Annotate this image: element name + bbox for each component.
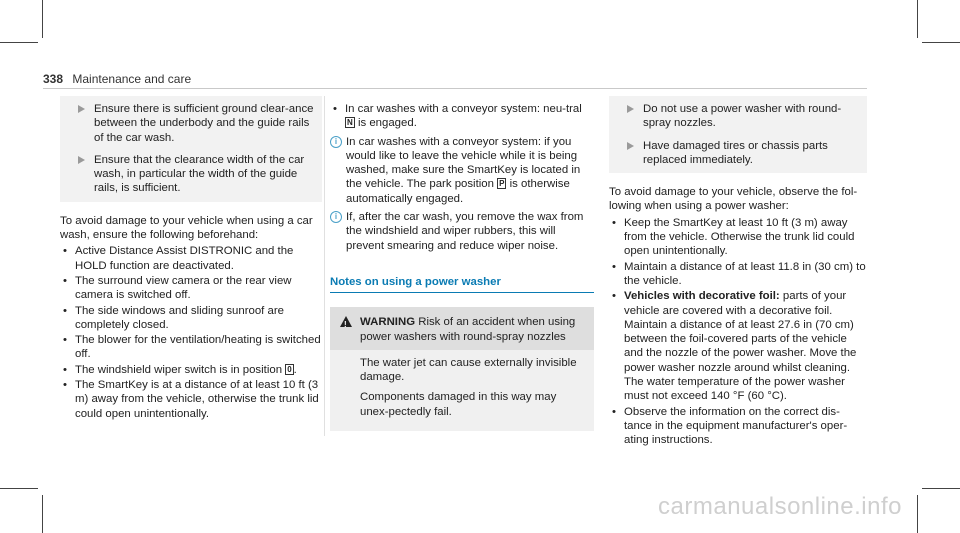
warning-triangle-icon: ! — [340, 316, 352, 327]
list-item-text: The side windows and sliding sunroof are completely closed. — [75, 304, 284, 331]
info-note — [330, 210, 594, 253]
bullet-icon: • — [63, 304, 67, 317]
bullet-icon: • — [63, 379, 67, 392]
park-position-symbol-icon: P — [499, 179, 505, 189]
list-item — [609, 405, 867, 448]
info-text-end: is otherwise automatically engaged. — [346, 178, 570, 205]
crop-mark — [917, 0, 918, 38]
list-item — [60, 274, 322, 303]
bullet-list — [330, 102, 594, 131]
list-item — [60, 304, 322, 333]
column-middle — [330, 96, 594, 431]
list-item-end: is engaged. — [357, 117, 417, 130]
step-text: Have damaged tires or chassis parts replaced immediately. — [643, 139, 828, 166]
info-note — [330, 135, 594, 206]
bullet-icon: • — [63, 274, 67, 287]
warning-header — [330, 307, 594, 350]
bullet-icon: • — [612, 216, 616, 229]
step-item — [615, 139, 861, 168]
bullet-icon: • — [612, 290, 616, 303]
list-item — [60, 333, 322, 362]
header-divider — [43, 88, 867, 89]
section-rule — [330, 292, 594, 293]
list-item-text: Maintain a distance of at least 11.8 in (30 cm) to the vehicle. — [624, 260, 866, 287]
list-item-text: Observe the information on the correct dis-tance in the equipment manufacturer's oper-ating instructions. — [624, 405, 848, 447]
info-text: If, after the car wash, you remove the wax from the windshield and wiper rubbers, this will prevent smearing and reduce wiper noise. — [346, 211, 584, 252]
crop-mark — [0, 42, 38, 43]
step-text: Ensure that the clearance width of the car wash, in particular the width of the guide rails, is sufficient. — [94, 153, 305, 195]
steps-box — [609, 96, 867, 173]
list-item-text: The SmartKey is at a distance of at least 10 ft (3 m) away from the vehicle, otherwise the trunk lid could open unintentionally. — [75, 379, 319, 420]
warning-paragraph: Components damaged in this way may unex-pectedly fail. — [360, 391, 557, 418]
warning-title: Risk of an accident when using power washers with round-spray nozzles — [360, 316, 576, 343]
warning-box — [330, 307, 594, 431]
list-item-text: The blower for the ventilation/heating is switched off. — [75, 334, 321, 361]
step-item — [66, 153, 316, 196]
steps-box — [60, 96, 322, 202]
list-item-text: In car washes with a conveyor system: neu-tral — [345, 103, 582, 115]
step-item — [615, 102, 861, 131]
step-arrow-icon — [627, 105, 634, 113]
step-item — [66, 102, 316, 145]
crop-mark — [0, 488, 38, 489]
column-divider — [324, 96, 325, 436]
intro-paragraph: To avoid damage to your vehicle when using a car wash, ensure the following beforehand: — [60, 214, 313, 242]
bullet-list — [60, 244, 322, 421]
page-number: 338 — [43, 72, 64, 86]
column-right — [609, 96, 867, 449]
crop-mark — [42, 495, 43, 533]
column-left — [60, 96, 322, 422]
step-arrow-icon — [78, 156, 85, 164]
warning-label: WARNING — [360, 316, 416, 329]
info-text: In car washes with a conveyor system: if you would like to leave the vehicle while it is being washed, make sure the SmartKey is located in the vehicle. The park position — [346, 135, 581, 191]
warning-paragraph: The water jet can cause externally invisible damage. — [360, 356, 577, 384]
list-item-heading: Vehicles with decorative foil: — [624, 290, 780, 303]
wiper-position-symbol-icon: 0 — [287, 364, 292, 374]
bullet-icon: • — [63, 363, 67, 376]
warning-body — [330, 350, 594, 431]
bullet-list — [609, 216, 867, 448]
list-item-text: The surround view camera or the rear view camera is switched off. — [75, 274, 292, 302]
list-item-end: . — [293, 363, 297, 376]
list-item — [330, 102, 594, 131]
list-item — [60, 244, 322, 273]
step-arrow-icon — [627, 142, 634, 150]
step-text: Ensure there is sufficient ground clear-ance between the underbody and the guide rails of the car wash. — [94, 103, 314, 144]
neutral-gear-symbol-icon: N — [347, 118, 353, 128]
page-header — [43, 72, 191, 86]
bullet-icon: • — [63, 334, 67, 347]
bullet-icon: • — [612, 405, 616, 418]
info-icon: i — [330, 136, 342, 148]
crop-mark — [922, 488, 960, 489]
watermark: carmanualsonline.info — [658, 493, 902, 520]
list-item — [609, 289, 867, 403]
bullet-icon: • — [333, 103, 337, 115]
step-text: Do not use a power washer with round-spray nozzles. — [643, 103, 842, 130]
list-item — [60, 363, 322, 377]
info-icon: i — [330, 211, 342, 223]
list-item — [609, 260, 867, 289]
crop-mark — [922, 42, 960, 43]
intro-paragraph: To avoid damage to your vehicle, observe the fol-lowing when using a power washer: — [609, 186, 858, 213]
list-item — [60, 378, 322, 421]
step-arrow-icon — [78, 105, 85, 113]
section-title: Notes on using a power washer — [330, 275, 501, 288]
list-item-text: parts of your vehicle are covered with a decorative foil. Maintain a distance of at least 27.6 in (70 cm) between the foil-covered parts of the vehicle and the nozzle of the power washer. Move the power washer nozzle around whilst cleaning. The water temperature of the power washer must not exceed 140 °F (60 °C). — [624, 290, 857, 403]
list-item-text: Keep the SmartKey at least 10 ft (3 m) away from the vehicle. Otherwise the trunk lid could open unintentionally. — [624, 216, 855, 258]
list-item-text: Active Distance Assist DISTRONIC and the HOLD function are deactivated. — [75, 245, 294, 272]
list-item — [609, 216, 867, 259]
crop-mark — [917, 495, 918, 533]
list-item-text: The windshield wiper switch is in position — [75, 363, 283, 376]
bullet-icon: • — [612, 260, 616, 273]
section-name: Maintenance and care — [72, 72, 192, 86]
crop-mark — [42, 0, 43, 38]
bullet-icon: • — [63, 245, 67, 258]
